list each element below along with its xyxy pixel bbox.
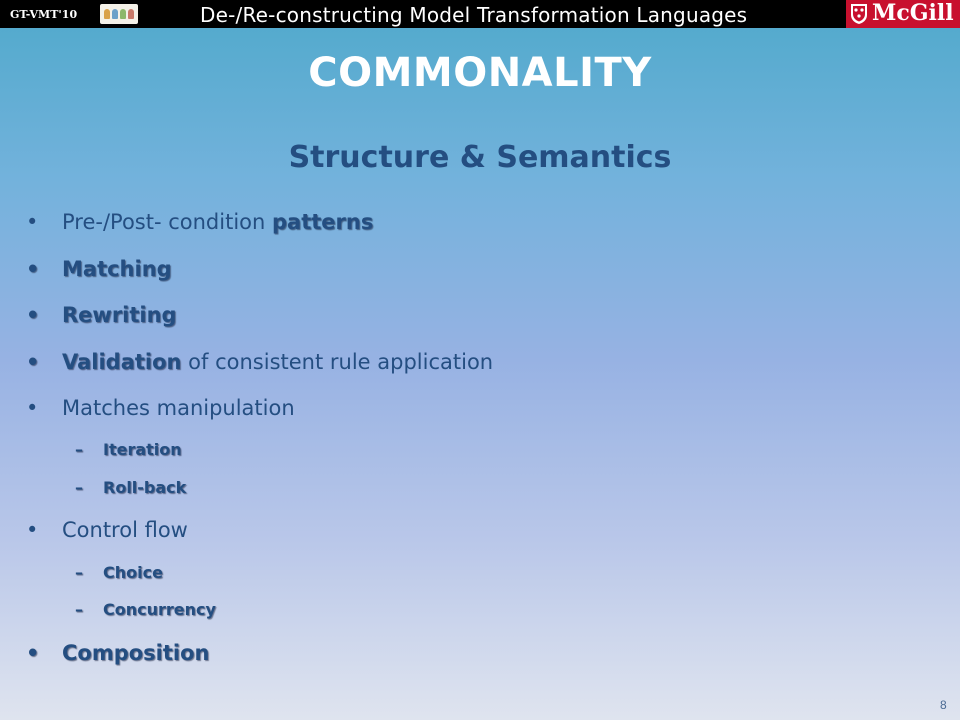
sub-bullet-marker: – <box>75 600 83 619</box>
sub-bullet-marker: – <box>75 563 83 582</box>
sub-bullet-text: Roll-back <box>103 478 187 497</box>
bullet-emphasis: Rewriting <box>62 303 177 327</box>
bullet-marker: • <box>26 641 40 665</box>
bullet-marker: • <box>26 518 39 542</box>
sub-bullet-marker: – <box>75 440 83 459</box>
mcgill-wordmark: McGill <box>872 0 954 26</box>
conference-logo: GT-VMT'10 <box>10 8 78 21</box>
bullet-text: Matches manipulation <box>62 396 295 420</box>
bullet-marker: • <box>26 350 40 374</box>
sub-bullet-text: Iteration <box>103 440 182 459</box>
conference-emblem-icon <box>100 4 138 24</box>
bullet-emphasis: Matching <box>62 257 172 281</box>
presentation-title: De-/Re-constructing Model Transformation Languages <box>200 3 748 27</box>
slide-title: COMMONALITY <box>308 50 652 96</box>
sub-bullet-marker: – <box>75 478 83 497</box>
mcgill-logo <box>846 0 960 28</box>
slide-subtitle: Structure & Semantics <box>288 140 672 175</box>
sub-bullet-text: Choice <box>103 563 163 582</box>
bullet-marker: • <box>26 303 40 327</box>
bullet-text: of consistent rule application <box>181 350 494 374</box>
bullet-emphasis: patterns <box>272 210 374 234</box>
mcgill-shield-icon <box>850 3 868 25</box>
bullet-text: Control flow <box>62 518 188 542</box>
bullet-marker: • <box>26 257 40 281</box>
bullet-text: Pre-/Post- condition <box>62 210 272 234</box>
page-number: 8 <box>940 698 947 712</box>
bullet-marker: • <box>26 210 39 234</box>
bullet-marker: • <box>26 396 39 420</box>
header-bar <box>0 0 960 28</box>
bullet-emphasis: Validation <box>62 350 182 374</box>
sub-bullet-text: Concurrency <box>103 600 216 619</box>
bullet-emphasis: Composition <box>62 641 210 665</box>
